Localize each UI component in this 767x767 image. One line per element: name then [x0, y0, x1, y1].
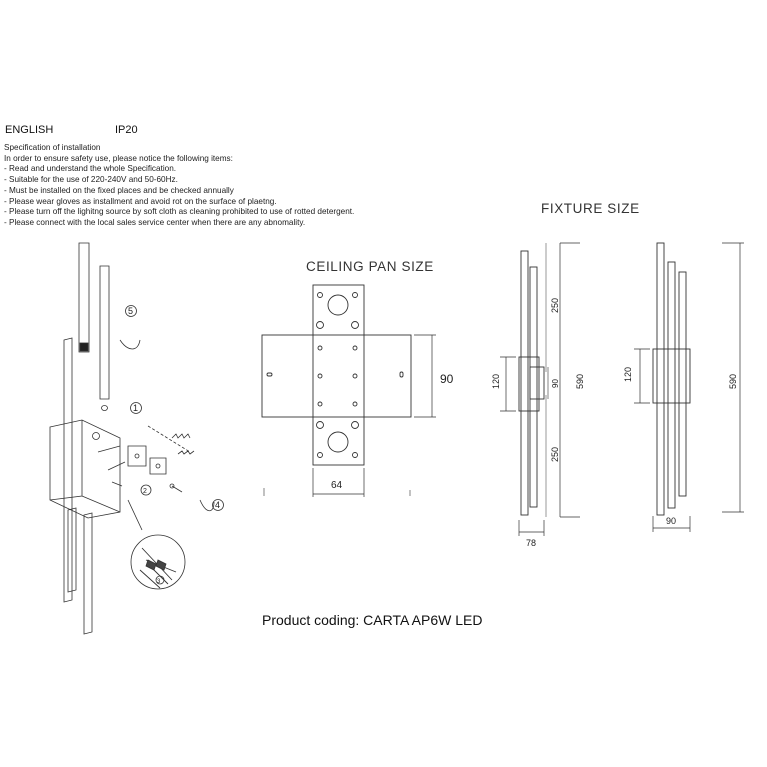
- instruction-item: - Suitable for the use of 220-240V and 50-60Hz.: [4, 175, 178, 185]
- instructions-title: Specification of installation: [4, 143, 101, 152]
- front-body-label: 120: [623, 366, 633, 382]
- ip-rating-label: IP20: [115, 124, 138, 136]
- language-label: ENGLISH: [5, 124, 54, 136]
- instruction-item: - Please connect with the local sales service center when there are any abnomality.: [4, 217, 306, 227]
- instruction-item: - Please wear gloves as installment and avoid rot on the surface of plaetng.: [4, 196, 277, 206]
- ceiling-pan-drawing: [262, 285, 436, 497]
- step-label: 5: [128, 306, 134, 316]
- side-total-label: 590: [575, 373, 585, 389]
- step-label: 4: [215, 500, 221, 510]
- instruction-item: - Must be installed on the fixed places and be checked annually: [4, 185, 234, 195]
- instruction-item: - Read and understand the whole Specification.: [4, 164, 177, 174]
- installation-diagram: [50, 243, 224, 634]
- side-inner-label: 90: [551, 379, 560, 388]
- instructions-intro: In order to ensure safety use, please notice the following items:: [4, 153, 233, 163]
- front-total-label: 590: [728, 373, 738, 389]
- product-coding: Product coding: CARTA AP6W LED: [262, 612, 483, 628]
- side-depth-label: 78: [526, 538, 537, 548]
- side-body-label: 120: [491, 373, 501, 389]
- side-upper-label: 250: [550, 297, 560, 313]
- step-label: 1: [133, 403, 139, 413]
- ceiling-pan-width-label: 64: [331, 480, 343, 491]
- step-label: 2: [143, 488, 147, 495]
- ceiling-pan-title: CEILING PAN SIZE: [306, 259, 434, 274]
- instruction-item: - Please turn off the lighitng source by soft cloth as cleaning prohibited to use of rotted detergent.: [4, 207, 355, 217]
- side-lower-label: 250: [550, 446, 560, 462]
- fixture-side-view: [500, 243, 580, 536]
- front-width-label: 90: [666, 516, 677, 526]
- ceiling-pan-height-label: 90: [440, 372, 454, 386]
- step-label: 3: [157, 579, 161, 585]
- fixture-size-title: FIXTURE SIZE: [541, 201, 640, 216]
